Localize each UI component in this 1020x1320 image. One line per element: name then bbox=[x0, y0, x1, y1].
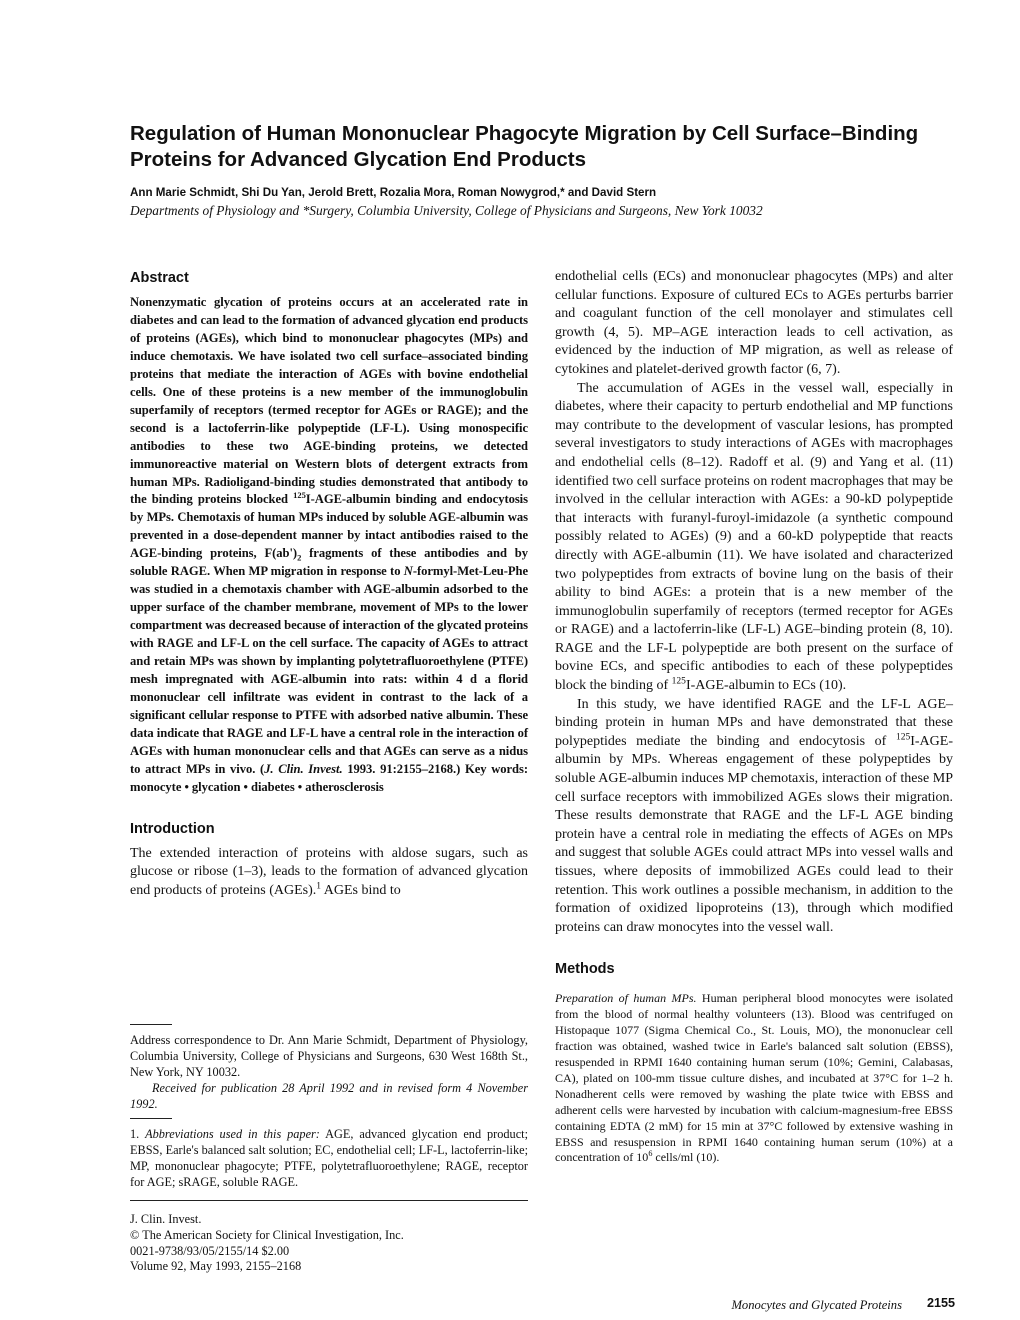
imprint-journal: J. Clin. Invest. bbox=[130, 1212, 202, 1226]
citation-journal: J. Clin. Invest. bbox=[264, 761, 343, 776]
imprint-issn: 0021-9738/93/05/2155/14 $2.00 bbox=[130, 1243, 290, 1258]
affiliation: Departments of Physiology and *Surgery, Columbia University, College of Physicians and Surgeons, New York 10032 bbox=[130, 203, 763, 218]
footnote-mark: 1 bbox=[316, 881, 322, 892]
article-title: Regulation of Human Mononuclear Phagocyte Migration by Cell Surface–Binding Proteins for Advanced Glycation End Products bbox=[130, 122, 919, 171]
correspondence-note: Address correspondence to Dr. Ann Marie Schmidt, Department of Physiology, Columbia University, College of Physicians and Surgeons, 630 West 168th St., New York, NY 10032. Received for publication 28 April 1992 and in revised form 4 November 1992. bbox=[130, 1033, 528, 1111]
right-column bbox=[555, 268, 953, 1166]
abstract-heading: Abstract bbox=[130, 270, 189, 286]
intro-paragraph-1: endothelial cells (ECs) and mononuclear phagocytes (MPs) and alter cellular functions. Exposure of cultured ECs to AGEs perturbs barrier and coagulant function of the cell monolayer and stimulates cell growth (4, 5). MP–AGE interaction leads to cell activation, as evidenced by the induction of MP migration, as well as release of cytokines and platelet-derived growth factor (6, 7). bbox=[555, 269, 953, 377]
imprint-divider bbox=[130, 1200, 528, 1201]
intro-paragraph-2: The accumulation of AGEs in the vessel wall, especially in diabetes, where their capacity to perturb endothelial and MP functions may contribute to the development of vascular lesions, has prompted several investigators to study interactions of AGEs with macrophages and endothelial cells (8–12). Radoff et al. (9) and Yang et al. (11) identified two cell surface proteins on rodent macrophages that may be involved in the cellular interaction with AGEs: a 90-kD polypeptide that interacts with furanyl-furoyl-imidazole (a synthetic compound possibly related to AGEs) (9) and a 60-kD polypeptide that reacts directly with AGE-albumin (11). We have isolated and characterized two polypeptides from extracts of bovine lung on the basis of their ability to bind AGEs: a protein that is a new member of the immunoglobulin superfamily of receptors (termed receptor for AGEs or RAGE) and a lactoferrin-like (LF-L) AGE–binding protein (8, 10). RAGE and the LF-L polypeptide are both present on the surface of bovine ECs, and specific antibodies to each of these polypeptides block the binding of $^{125}$I-AGE-albumin to ECs (10). bbox=[555, 380, 953, 694]
introduction-text: The extended interaction of proteins with aldose sugars, such as glucose or ribose (1–3), leads to the formation of advanced glycation end products of proteins (AGEs).$^1$ AGEs bind to bbox=[130, 845, 528, 898]
introduction-heading: Introduction bbox=[130, 820, 215, 837]
subscript: 2 bbox=[297, 552, 302, 563]
intro-paragraph-3: In this study, we have identified RAGE and the LF-L AGE–binding protein in human MPs and have demonstrated that these polypeptides mediate the binding and endocytosis of $^{125}$I-AGE-albumin by MPs. Whereas engagement of these polypeptides by soluble AGE-albumin induces MP chemotaxis, interaction of these MP cell surface receptors with immobilized AGEs slows their migration. These results demonstrate that RAGE and the LF-L AGE binding protein have a central role in mediating the effects of AGEs on MPs and suggest that soluble AGEs could attract MPs into vessel walls and tissues, where deposits of immobilized AGEs could lead to their retention. This work outlines a possible mechanism, in addition to the formation of oxidized lipoproteins (13), through which modified proteins can draw monocytes into the vessel wall. bbox=[555, 696, 953, 935]
abbreviations-footnote: 1. Abbreviations used in this paper: AGE, advanced glycation end product; EBSS, Earle's balanced salt solution; EC, endothelial cell; LF-L, lactoferrin-like; MP, mononuclear phagocyte; PTFE, polytetrafluoroethylene; RAGE, receptor for AGE; sRAGE, soluble RAGE. bbox=[130, 1127, 528, 1189]
left-column bbox=[130, 268, 528, 900]
imprint-volume: Volume 92, May 1993, 2155–2168 bbox=[130, 1259, 302, 1274]
imprint bbox=[130, 1212, 528, 1275]
running-title: Monocytes and Glycated Proteins bbox=[731, 1298, 902, 1312]
footnote-divider bbox=[130, 1024, 172, 1025]
abstract-text: Nonenzymatic glycation of proteins occurs at an accelerated rate in diabetes and can lead to the formation of advanced glycation end products of proteins (AGEs), which bind to mononuclear phagocytes (MPs) and induce chemotaxis. We have isolated two cell surface–associated binding proteins that mediate the interaction of AGEs with bovine endothelial cells. One of these proteins is a new member of the immunoglobulin superfamily of receptors (termed receptor for AGEs or RAGE); and the second is a lactoferrin-like polypeptide (LF-L). Using monospecific antibodies to these two AGE-binding proteins, we detected immunoreactive material on Western blots of detergent extracts from human MPs. Radioligand-binding studies demonstrated that antibody to the binding proteins blocked $^{125}$I-AGE-albumin binding and endocytosis by MPs. Chemotaxis of human MPs induced by soluble AGE-albumin was prevented in a dose-dependent manner by intact antibodies raised to the AGE-binding proteins, $F(ab')_2$ fragments of these antibodies and by soluble RAGE. When MP migration in response to N-formyl-Met-Leu-Phe was studied in a chemotaxis chamber with AGE-albumin adsorbed to the upper surface of the chamber membrane, movement of MPs to the lower compartment was decreased because of interaction of the glycated proteins with RAGE and LF-L on the cell surface. The capacity of AGEs to attract and retain MPs was shown by implanting polytetrafluoroethylene (PTFE) mesh impregnated with AGE-albumin into rats: within 4 d a florid mononuclear cell infiltrate was evident in contrast to the lack of a significant cellular response to PTFE with adsorbed native albumin. These data indicate that RAGE and LF-L have a central role in the interaction of AGEs with human mononuclear cells and that AGEs can serve as a nidus to attract MPs in vivo. (J. Clin. Invest. 1993. 91:2155–2168.) Key words: monocyte • glycation • diabetes • atherosclerosis bbox=[130, 295, 528, 794]
author-list: Ann Marie Schmidt, Shi Du Yan, Jerold Brett, Rozalia Mora, Roman Nowygrod,* and David Stern bbox=[130, 186, 657, 199]
methods-text: Preparation of human MPs. Human peripheral blood monocytes were isolated from the blood of normal healthy volunteers (13). Blood was centrifuged on Histopaque 1077 (Sigma Chemical Co., St. Louis, MO), the mononuclear cell fraction was obtained, washed twice in Earle's balanced salt solution (EBSS), resuspended in RPMI 1640 containing human serum (10%; Gemini, Calabasas, CA), plated on 100-mm tissue culture dishes, and incubated at 37°C for 1–2 h. Nonadherent cells were removed by washing the plate twice with EBSS and adherent cells were harvested by incubation with calcium-magnesium-free EBSS containing EDTA (2 mM) for 15 min at 37°C followed by extensive washing in EBSS and resuspension in RPMI 1640 containing human serum (10%) at a concentration of $10^6$ cells/ml (10). bbox=[555, 991, 953, 1165]
page-number: 2155 bbox=[927, 1296, 956, 1310]
isotope-superscript: 125 bbox=[293, 490, 306, 501]
abbrev-divider bbox=[130, 1118, 172, 1119]
received-note: Received for publication 28 April 1992 and in revised form 4 November 1992. bbox=[130, 1081, 528, 1111]
imprint-copyright: © The American Society for Clinical Investigation, Inc. bbox=[130, 1227, 404, 1242]
keywords: Key words: monocyte • glycation • diabetes • atherosclerosis bbox=[130, 761, 528, 794]
methods-heading: Methods bbox=[555, 961, 615, 978]
